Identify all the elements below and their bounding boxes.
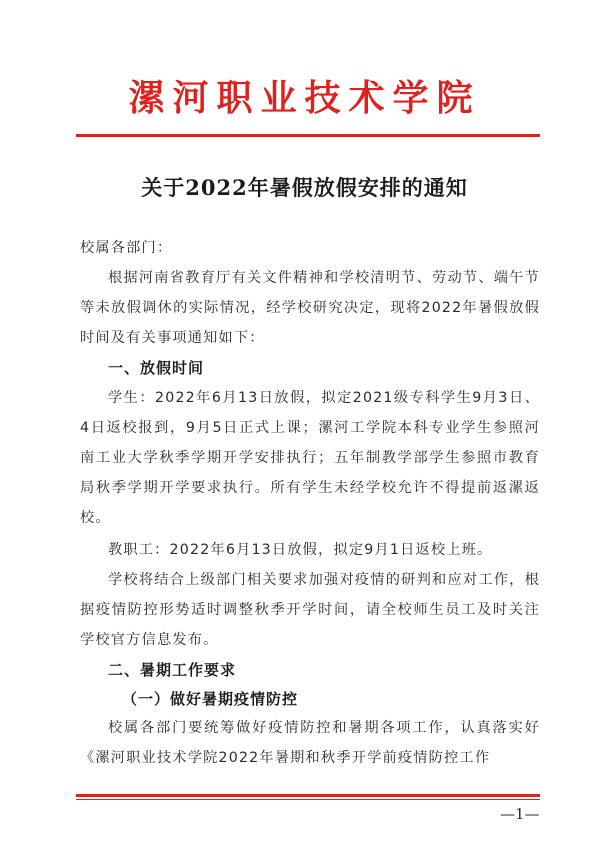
header-red-rule [76, 134, 540, 137]
last-paragraph: 校属各部门要统筹做好疫情防控和暑期各项工作，认真落实好《漯河职业技术学院2022年暑期和秋季开学前疫情防控工作 [80, 720, 540, 766]
footer-red-rule-thin [76, 799, 540, 800]
section-heading-vacation-time: 一、放假时间 [108, 359, 205, 377]
page-number: —1— [500, 805, 540, 823]
institution-header: 漯河职业技术学院 [128, 77, 481, 119]
subsection-heading-epidemic: （一）做好暑期疫情防控 [122, 690, 299, 708]
staff-paragraph: 教职工：2022年6月13日放假，拟定9月1日返校上班。 [108, 542, 493, 558]
salutation: 校属各部门： [80, 240, 173, 256]
intro-paragraph: 根据河南省教育厅有关文件精神和学校清明节、劳动节、端午节等未放假调休的实际情况，经学校研究决定，现将2022年暑假放假时间及有关事项通知如下： [80, 270, 540, 346]
students-paragraph: 学生：2022年6月13日放假，拟定2021级专科学生9月3日、4日返校报到，9月5日正式上课；漯河工学院本科专业学生参照河南工业大学秋季学期开学安排执行；五年制教学部学生参照市教育局秋季学期开学要求执行。所有学生未经学校允许不得提前返漯返校。 [80, 390, 540, 526]
section-heading-summer-work: 二、暑期工作要求 [108, 661, 237, 679]
footer-red-rule [76, 794, 540, 797]
document-title: 关于2022年暑假放假安排的通知 [141, 175, 468, 200]
school-paragraph: 学校将结合上级部门相关要求加强对疫情的研判和应对工作，根据疫情防控形势适时调整秋季开学时间，请全校师生员工及时关注学校官方信息发布。 [80, 572, 540, 648]
